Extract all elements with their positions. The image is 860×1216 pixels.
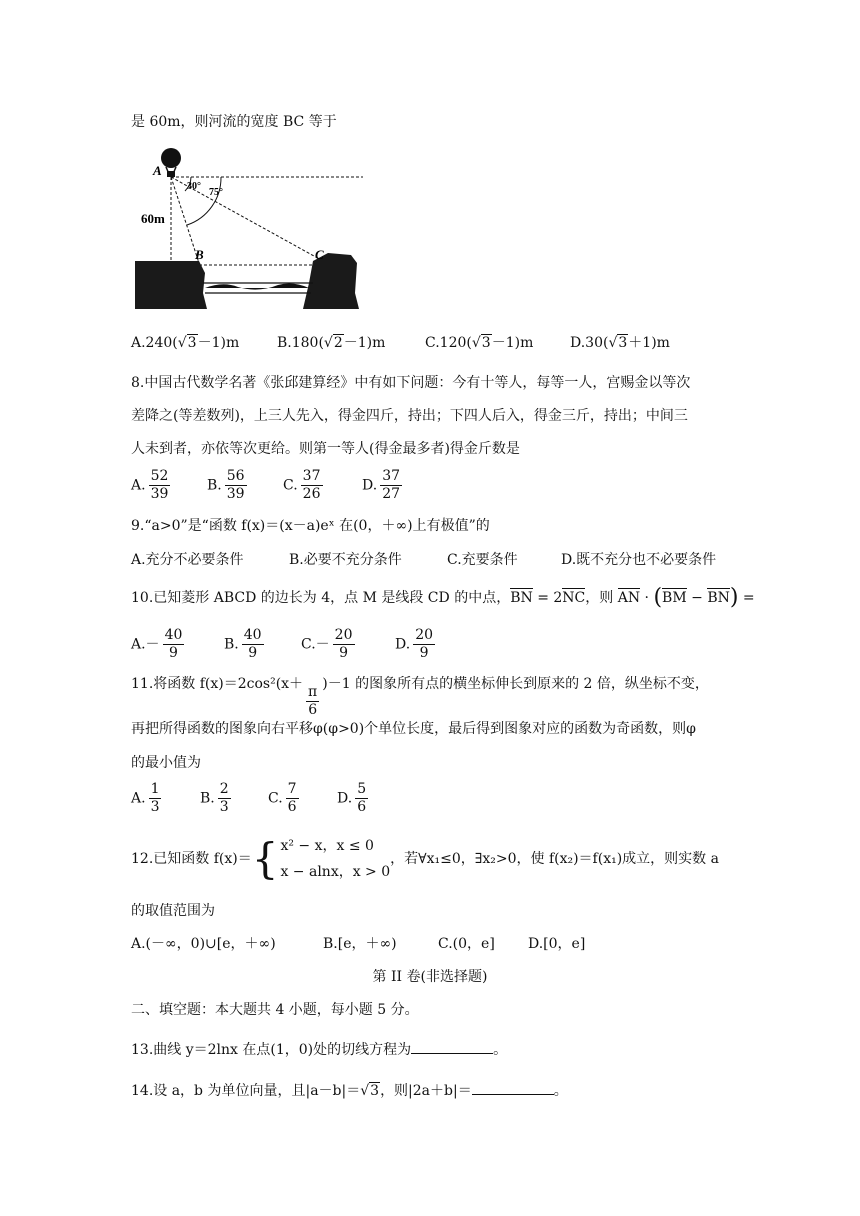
q11-line-2: 再把所得函数的图象向右平移φ(φ>0)个单位长度，最后得到图象对应的函数为奇函数，则φ: [131, 721, 696, 737]
q10-option-d: D. $\frac{20}{9}$: [395, 627, 434, 661]
q8-line-2: 差降之(等差数列)，上三人先入，得金四斤，持出；下四人后入，得金三斤，持出；中间三: [131, 408, 688, 424]
q11-option-b: B. $\frac{2}{3}$: [200, 781, 229, 815]
q14-answer-blank[interactable]: [472, 1080, 554, 1095]
label-b: B: [195, 247, 204, 262]
vector-bm: BM: [662, 590, 687, 606]
q12-option-a: A.(－∞，0)∪[e，＋∞): [131, 936, 276, 952]
q10-option-a: A.－ $\frac{40}{9}$: [131, 627, 183, 661]
q12-option-b: B.[e，＋∞): [323, 936, 397, 952]
q8-option-c: C. $\frac{37}{26}$: [283, 468, 321, 502]
q12-option-c: C.(0，e]: [438, 936, 495, 952]
vector-an: AN: [617, 590, 641, 606]
q10-line-1: 10.已知菱形 ABCD 的边长为 4，点 M 是线段 CD 的中点，BN = 2NC，则 AN · (BM − BN) =: [131, 585, 755, 610]
label-a: A: [153, 163, 162, 178]
q7-intro: 是 60m，则河流的宽度 BC 等于: [131, 114, 337, 130]
q7-option-b: B.180(√2－1)m: [277, 335, 386, 351]
q11-line-1: 11.将函数 f(x)＝2cos²(x＋ $\frac{\pi}{6}$ )－1 的图象所有点的横坐标伸长到原来的 2 倍，纵坐标不变，: [131, 676, 709, 718]
vector-nc: NC: [562, 590, 586, 606]
q9-option-a: A.充分不必要条件: [131, 552, 244, 568]
q9-option-c: C.充要条件: [447, 552, 518, 568]
q12-line-1: 12.已知函数 f(x)＝ { x² − x，x ≤ 0 x − alnx，x > 0 ，若∀x₁≤0，∃x₂>0，使 f(x₂)＝f(x₁)成立，则实数 a: [131, 834, 719, 883]
q11-option-a: A. $\frac{1}{3}$: [131, 781, 160, 815]
q11-option-c: C. $\frac{7}{6}$: [268, 781, 297, 815]
q13-answer-blank[interactable]: [411, 1039, 493, 1054]
piecewise-function: { x² − x，x ≤ 0 x − alnx，x > 0: [251, 834, 391, 883]
label-75: 75°: [209, 187, 223, 198]
q10-option-c: C.－ $\frac{20}{9}$: [301, 627, 353, 661]
vector-bn: BN: [510, 590, 533, 606]
q7-option-a: A.240(√3－1)m: [131, 335, 240, 351]
q13-line: 13.曲线 y＝2lnx 在点(1，0)处的切线方程为 。: [131, 1039, 507, 1060]
q10-option-b: B. $\frac{40}{9}$: [224, 627, 262, 661]
q7-option-d: D.30(√3＋1)m: [570, 335, 670, 351]
label-c: C: [315, 247, 324, 262]
q12-option-d: D.[0，e]: [528, 936, 586, 952]
label-60m: 60m: [141, 211, 165, 226]
q8-line-3: 人未到者，亦依等次更给。则第一等人(得金最多者)得金斤数是: [131, 441, 520, 457]
q8-option-d: D. $\frac{37}{27}$: [362, 468, 401, 502]
q9-line-1: 9.“a>0”是“函数 f(x)＝(x－a)eˣ 在(0，＋∞)上有极值”的: [131, 518, 490, 534]
q8-line-1: 8.中国古代数学名著《张邱建算经》中有如下问题：今有十等人，每等一人，宫赐金以等次: [131, 375, 691, 391]
vector-bn-2: BN: [707, 590, 730, 606]
section-title: 第 II 卷(非选择题): [372, 969, 488, 985]
q11-option-d: D. $\frac{5}{6}$: [337, 781, 367, 815]
q8-option-a: A. $\frac{52}{39}$: [131, 468, 169, 502]
q12-line-2: 的取值范围为: [131, 903, 215, 919]
fill-in-header: 二、填空题：本大题共 4 小题，每小题 5 分。: [131, 1002, 419, 1018]
q9-option-d: D.既不充分也不必要条件: [561, 552, 717, 568]
q8-option-b: B. $\frac{56}{39}$: [207, 468, 245, 502]
label-30: 30°: [187, 181, 201, 192]
q11-line-3: 的最小值为: [131, 755, 201, 771]
q7-option-c: C.120(√3－1)m: [425, 335, 534, 351]
q14-line: 14.设 a，b 为单位向量，且|a－b|＝√3，则|2a＋b|＝ 。: [131, 1080, 568, 1101]
q9-option-b: B.必要不充分条件: [289, 552, 402, 568]
river-width-figure: [133, 143, 365, 313]
